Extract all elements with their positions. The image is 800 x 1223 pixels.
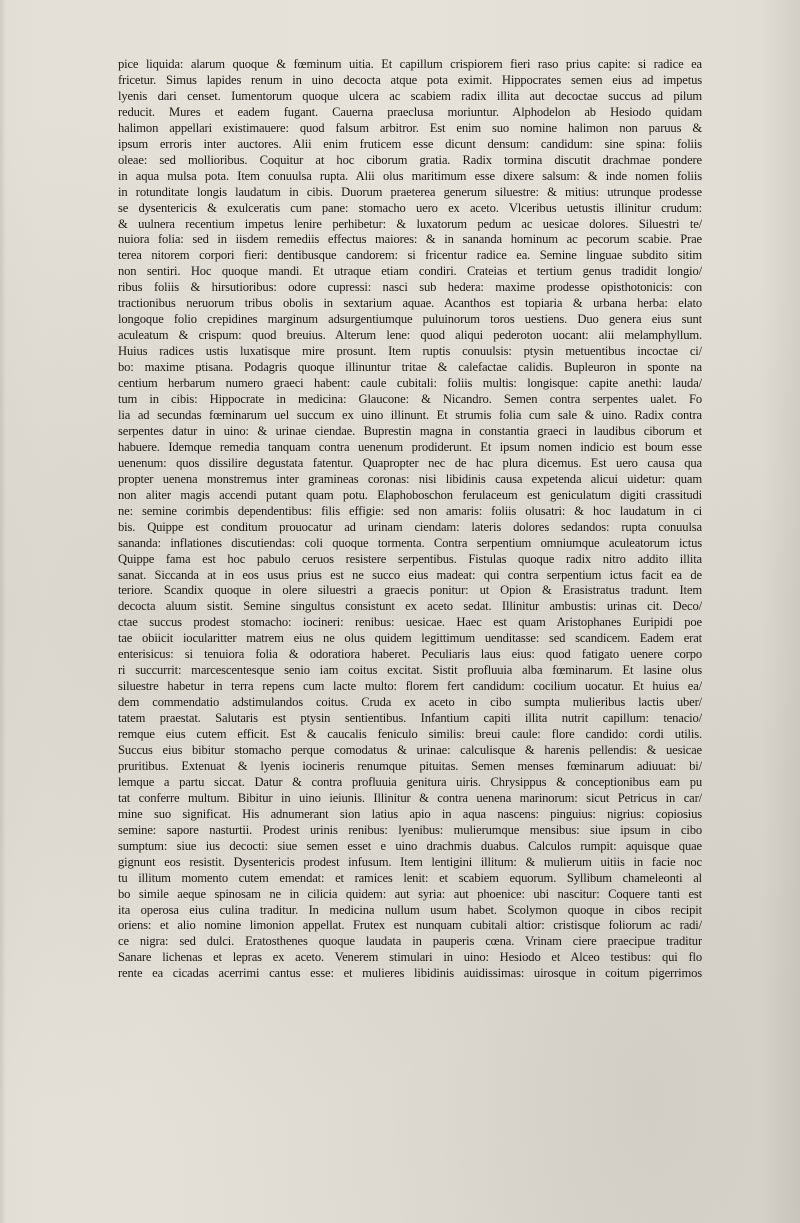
text-line: oriens: et alio nomine limonion appellat. Frutex est nunquam cubitali altior: cristisque foliorum ac radi/ xyxy=(118,918,702,933)
text-line: decocta aluum sistit. Semine singultus consistunt ex aceto sedat. Illinitur ambustis: urinas cit. Deco/ xyxy=(118,599,702,614)
text-line: aculeatum & crispum: quod breuius. Alterum lene: quod aliqui pederoton uocant: alii melamphyllum. xyxy=(118,328,702,343)
text-line: longoque folio crepidines marginum adsurgentiumque puluinorum toros uestiens. Duo genera eius sunt xyxy=(118,312,702,327)
text-line: gignunt eos resistit. Dysentericis prodest infusum. Item lentigini illitum: & mulierum uitiis in facie noc xyxy=(118,854,702,869)
text-line: lemque a partu siccat. Datur & contra profluuia genitura uiris. Chrysippus & conceptionibus eam pu xyxy=(118,774,702,789)
text-line: & uulnera recentium impetus lenire perhibetur: & luxatorum pedum ac uesicae dolores. Siluestri te/ xyxy=(118,216,702,231)
text-line: tum in cibis: Hippocrate in medicina: Glaucone: & Nicandro. Semen contra serpentes ualet. Fo xyxy=(118,392,702,407)
text-line: lyenis dari censet. Iumentorum quoque ulcera ac scabiem radix illita aut decoctae succus ad pilum xyxy=(118,88,702,103)
text-line: ribus foliis & hirsutioribus: odore cupressi: nasci sub hedera: maxime prodesse opisthotonicis: con xyxy=(118,280,702,295)
text-line: pice liquida: alarum quoque & fœminum uitia. Et capillum crispiorem fieri raso prius capite: si radice ea xyxy=(118,57,702,71)
text-line: oleae: sed mollioribus. Coquitur at hoc ciborum gratia. Radix tormina discutit drachmae pondere xyxy=(118,152,702,167)
text-line: rente ea cicadas acerrimi cantus esse: et mulieres libidinis auidissimas: uirosque in coitum pigerrimos xyxy=(118,966,702,981)
text-line: sanat. Siccanda at in eos usus prius est ne succo eius madeat: qui contra serpentium ictus facit ea de xyxy=(118,567,702,582)
text-line: remque eius cutem efficit. Est & caucalis feniculo similis: breui caule: flore candido: cordi utilis. xyxy=(118,727,702,742)
text-line: ce nigra: sed dulci. Eratosthenes quoque laudata in pauperis cœna. Vrinam ciere praecipue traditur xyxy=(118,934,702,949)
text-line: enterisicus: si tenuiora folia & odoratiora haberet. Peculiaris laus eius: quod fatigato uenere corpo xyxy=(118,647,702,662)
text-line: tractionibus neruorum tribus obolis in sextarium aquae. Acanthos est topiaria & urbana herba: elato xyxy=(118,296,702,311)
text-line: fricetur. Simus lapides renum in uino decocta atque pota eximit. Hippocrates semen eius ad impetus xyxy=(118,72,702,87)
text-line: Succus eius bibitur stomacho perque comodatus & urinae: calculisque & harenis pellendis: & uesicae xyxy=(118,742,702,757)
text-line: ri succurrit: marcescentesque senio iam coitus excitat. Sistit profluuia alba fœminarum. Et lasine olus xyxy=(118,663,702,678)
text-line: bo: maxime ptisana. Podagris quoque illinuntur tritae & calefactae calidis. Bupleuron in sponte na xyxy=(118,360,702,375)
text-line: tat conferre multum. Bibitur in uino ieiunis. Illinitur & contra uenena marinorum: sicut Petricus in car/ xyxy=(118,790,702,805)
text-line: habuere. Idemque remedia tanquam contra uenenum prodiderunt. Et ipsum nomen indicio est boum esse xyxy=(118,439,702,454)
text-line: ctae succus prodest stomacho: iocineri: renibus: uesicae. Haec est quam Aristophanes Euripidi poe xyxy=(118,615,702,630)
text-line: tae obiicit iocularitter matrem eius ne olus quidem legittimum uenditasse: sed scandicem. Eadem erat xyxy=(118,631,702,646)
text-line: centium herbarum numero graeci habent: caule cubitali: foliis multis: longisque: capite anethi: lauda/ xyxy=(118,376,702,391)
text-line: tatem praestat. Salutaris est ptysin sentientibus. Infantium capiti illita nutrit capillum: tenacio/ xyxy=(118,711,702,726)
text-line: non aliter magis accendi putant quam potu. Elaphoboschon ferulaceum est geniculatum digiti crassitudi xyxy=(118,487,702,502)
text-line: propter uenena monstremus inter gramineas coronas: nisi libidinis causa expetenda alicui uidetur: quam xyxy=(118,471,702,486)
text-line: teriore. Scandix quoque in olere siluestri a graecis ponitur: ut Opion & Erasistratus tradunt. Item xyxy=(118,583,702,598)
body-text xyxy=(118,57,702,982)
text-line: bis. Quippe est conditum prouocatur ad urinam ciendam: lateris dolores sedandos: rupta conuulsa xyxy=(118,519,702,534)
text-line: tu illitum momento cutem emendat: et ramices lenit: et scabiem equorum. Syllibum chameleonti al xyxy=(118,870,702,885)
text-line: Quippe fama est hoc pabulo ceruos resistere serpentibus. Fistulas quoque radix nitro addito illita xyxy=(118,551,702,566)
text-line: se dysentericis & exulceratis cum pane: stomacho uero ex aceto. Vlceribus uetustis illinitur crudum: xyxy=(118,200,702,215)
text-line: pruritibus. Extenuat & lyenis iocineris renumque pituitas. Semen menses fœminarum adiuuat: bi/ xyxy=(118,758,702,773)
text-line: Sanare lichenas et lepras ex aceto. Venerem stimulari in uino: Hesiodo et Alceo testibus: qui flo xyxy=(118,950,702,965)
text-line: bo simile aeque spinosam ne in cilicia quidem: aut syria: aut phoenice: ubi nascitur: Coquere tanti est xyxy=(118,886,702,901)
text-line: sumptum: siue ius decocti: siue semen esset e uino drachmis duabus. Calculos rumpit: aquisque quae xyxy=(118,838,702,853)
text-line: serpentes datur in uino: & urinae ciendae. Buprestin magna in constantia graeci in laudibus ciborum et xyxy=(118,423,702,438)
text-line: reducit. Mures et eadem fugant. Cauerna praeclusa moriuntur. Alphodelon ab Hesiodo quidam xyxy=(118,104,702,119)
text-line: semine: sapore nasturtii. Prodest urinis renibus: lyenibus: mulierumque mensibus: siue ipsum in cibo xyxy=(118,822,702,837)
text-line: dem commendatio adstimulandos coitus. Cruda ex aceto in cibo sumpta mulieribus lactis uber/ xyxy=(118,695,702,710)
text-line: sananda: inflationes discutiendas: coli quoque tormenta. Contra serpentium omniumque aculeatorum ictus xyxy=(118,535,702,550)
text-line: Huius radices ustis luxatisque mire prosunt. Item ruptis conuulsis: ptysin metuentibus incoctae ci/ xyxy=(118,344,702,359)
text-line: halimon appellari existimauere: quod falsum arbitror. Est enim suo nomine halimon non paruus & xyxy=(118,120,702,135)
text-line: in aqua mulsa pota. Item conuulsa rupta. Alii olus maritimum esse dixere salsum: & inde nomen foliis xyxy=(118,168,702,183)
text-line: non sentiri. Hoc quoque mandi. Et utraque etiam condiri. Crateias et tertium genus tradidit longio/ xyxy=(118,264,702,279)
text-line: uenenum: quos dissilire degustata fatentur. Quapropter nec de hac plura dicemus. Est uero causa qua xyxy=(118,455,702,470)
text-line: lia ad secundas fœminarum uel succum ex uino illinunt. Et strumis folia cum sale & uino. Radix contra xyxy=(118,407,702,422)
text-line: siluestre habetur in terra repens cum lacte multo: florem fert candidum: cocilium uocatur. Et huius ea/ xyxy=(118,679,702,694)
text-line: ne: semine corimbis dependentibus: filis effigie: sed non amaris: foliis olusatri: & hoc laudatum in ci xyxy=(118,503,702,518)
text-line: ita operosa eius culina traditur. In medicina nullum usum habet. Scolymon quoque in cibos recipit xyxy=(118,902,702,917)
text-line: mine suo significat. His adnumerant sion latius apio in aqua nascens: pinguius: nigrius: copiosius xyxy=(118,806,702,821)
text-line: in rotunditate longis laudatum in cibis. Duorum praeterea generum siluestre: & mitius: utrunque prodesse xyxy=(118,184,702,199)
text-line: nuiora folia: sed in iisdem remediis effectus maiores: & in sananda hominum ac pecorum scabie. Prae xyxy=(118,232,702,247)
text-line: terea nitorem corpori fieri: dentibusque candorem: si fricentur radice ea. Semine linguae subdito sitim xyxy=(118,248,702,263)
text-line: ipsum erroris inter auctores. Alii enim fruticem esse dicunt densum: candidum: sine spina: foliis xyxy=(118,136,702,151)
